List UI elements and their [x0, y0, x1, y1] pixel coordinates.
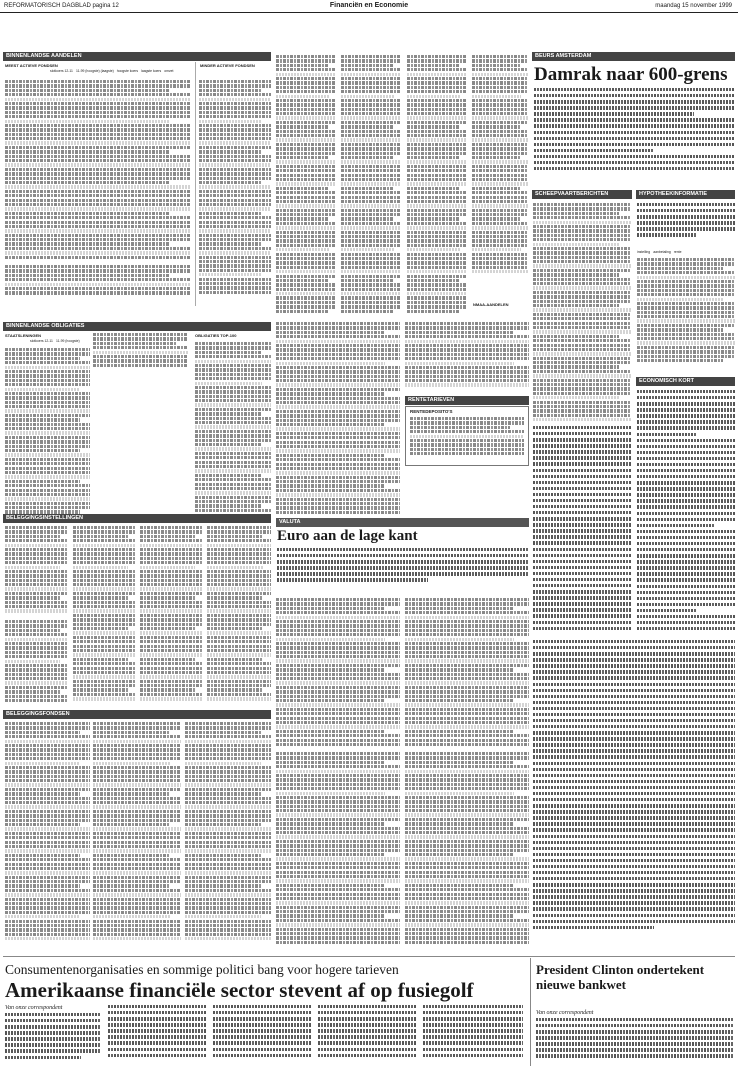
economisch-kort-body [637, 390, 735, 638]
section-header-aandelen: BINNENLANDSE AANDELEN [3, 52, 271, 61]
aandelen-table-header: slotkoers 12-11 11-99 (hoogste) (laagste) hoogste koers laagste koers omzet [50, 69, 174, 73]
headline-damrak: Damrak naar 600-grens [534, 64, 728, 85]
aandelen-table-minder-actief [199, 80, 271, 300]
koersen-kolom-2 [341, 55, 401, 315]
main-lead [5, 1013, 100, 1065]
section-header-beurs: BEURS AMSTERDAM [532, 52, 735, 61]
masthead [0, 0, 738, 13]
masthead-left: REFORMATORISCH DAGBLAD pagina 12 [4, 3, 119, 9]
hypotheek-table [637, 258, 735, 368]
main-col-5 [423, 1005, 523, 1065]
valuta-koersen-1 [276, 598, 400, 748]
beleggingsinstellingen-table-1 [5, 526, 67, 618]
rentetarieven-table [410, 417, 524, 463]
fondsen-table-2 [93, 722, 181, 950]
main-byline: Van onze correspondent [5, 1005, 63, 1011]
koersen-kolom-4 [472, 55, 528, 300]
beleggingsinstellingen-table-3 [73, 526, 135, 710]
aandelen-table-meest-actief [5, 80, 191, 262]
section-header-rentetarieven: RENTETARIEVEN [405, 396, 529, 405]
section-header-obligaties: BINNENLANDSE OBLIGATIES [3, 322, 271, 331]
obligaties-top-table [195, 342, 271, 518]
hypotheek-intro [637, 203, 735, 247]
sub-label-obligaties-top: OBLIGATIES TOP-100 [195, 333, 237, 338]
main-overline: Consumentenorganisaties en sommige politici bang voor hogere tarieven [5, 962, 399, 977]
section-header-economisch-kort: ECONOMISCH KORT [636, 377, 735, 386]
hypotheek-table-header: instelling aanbetaling rente [637, 250, 682, 254]
obligaties-table-header: slotkoers 12-11 11-99 (hoogste) [30, 339, 80, 343]
fondsen-table-5 [405, 752, 529, 950]
valuta-koersen-2 [405, 598, 529, 748]
scheepvaart-list-1 [533, 203, 631, 423]
main-col-2 [108, 1005, 206, 1065]
section-header-scheepvaart: SCHEEPVAARTBERICHTEN [532, 190, 632, 199]
sub-label-nmaa: NMAA-AANDELEN [473, 302, 509, 307]
beleggingsinstellingen-table-5 [207, 526, 271, 710]
rentetarieven-box [405, 406, 529, 466]
staatsleningen-table [5, 348, 90, 518]
section-header-hypotheek: HYPOTHEEKINFORMATIE [636, 190, 735, 199]
beleggingsinstellingen-table-2 [5, 620, 67, 710]
clinton-headline: President Clinton ondertekent nieuwe bankwet [536, 962, 705, 992]
rentetarieven-title: RENTEDEPOSITO'S [410, 409, 453, 414]
section-header-beleggingsinstellingen: BELEGGINGSINSTELLINGEN [3, 514, 271, 523]
scheepvaart-list-2 [533, 426, 631, 636]
sub-label-staatsleningen: STAATSLENINGEN [5, 333, 42, 338]
fondsen-table-3 [185, 722, 271, 950]
clinton-body [536, 1018, 734, 1066]
main-col-3 [213, 1005, 311, 1065]
main-headline: Amerikaanse financiële sector stevent af op fusiegolf [5, 978, 474, 1002]
aandelen-footnote [5, 265, 191, 305]
article-euro-body [277, 548, 529, 594]
beleggingsinstellingen-table-4 [140, 526, 202, 710]
koersen-kolom-3 [407, 55, 467, 315]
section-header-valuta: VALUTA [276, 518, 529, 527]
scheepvaart-list-3 [533, 640, 735, 950]
koersen-kolom-1 [276, 55, 336, 315]
column-divider [195, 62, 196, 306]
main-divider [3, 956, 735, 957]
clinton-byline: Van onze correspondent [536, 1010, 594, 1016]
obligaties-extra [93, 333, 188, 373]
section-title: Financiën en Economie [329, 2, 409, 9]
clinton-divider [530, 958, 531, 1066]
sub-label-meest-actief: MEEST ACTIEVE FONDSEN [5, 63, 58, 68]
masthead-date: maandag 15 november 1999 [655, 3, 732, 9]
article-damrak-body [534, 88, 734, 184]
main-col-4 [318, 1005, 416, 1065]
fondsen-table-1 [5, 722, 90, 950]
headline-euro: Euro aan de lage kant [277, 528, 418, 544]
fondsen-table-4 [276, 752, 400, 950]
section-header-beleggingsfondsen: BELEGGINGSFONDSEN [3, 710, 271, 719]
obligaties-kolom-mid [276, 322, 400, 518]
obligaties-kolom-right [405, 322, 529, 392]
sub-label-minder-actief: MINDER ACTIEVE FONDSEN [200, 63, 255, 68]
